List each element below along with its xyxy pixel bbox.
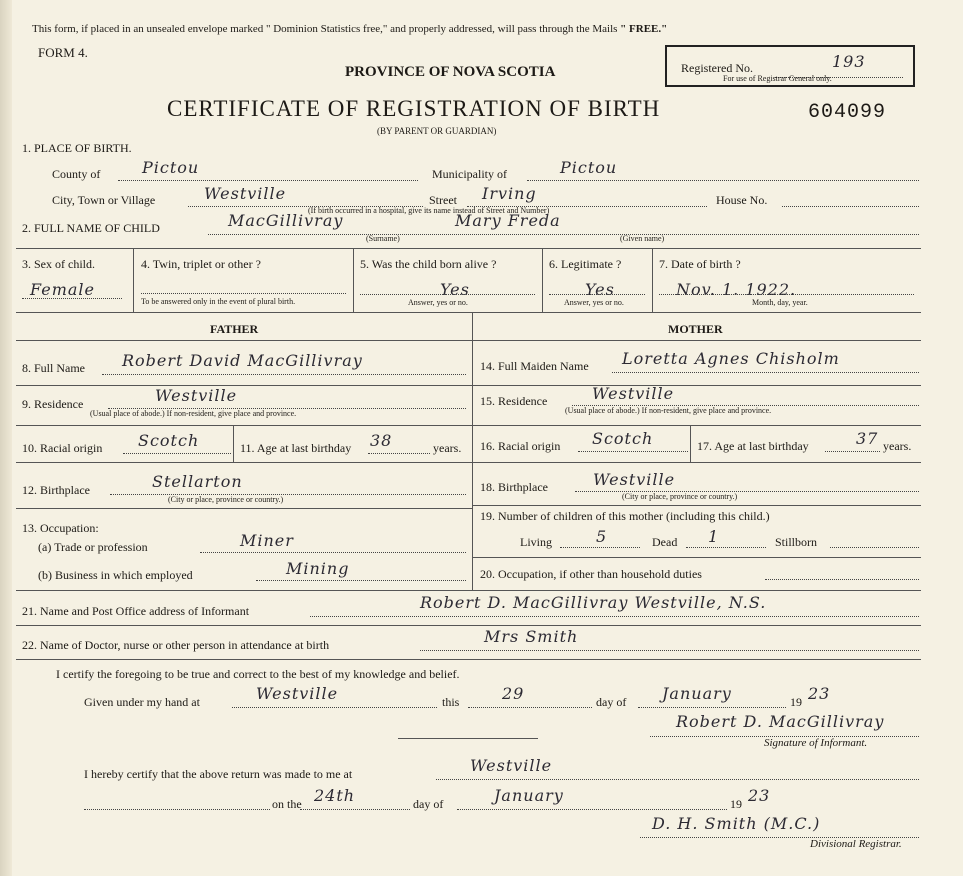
col-divider-4	[652, 248, 653, 312]
father-residence-note: (Usual place of abode.) If non-resident, give place and province.	[90, 409, 297, 418]
return-day-of-label: day of	[413, 797, 444, 811]
given-under-label: Given under my hand at	[84, 695, 200, 709]
year-value: 23	[808, 684, 831, 703]
mother-name-value: Loretta Agnes Chisholm	[622, 349, 840, 368]
father-name-label: 8. Full Name	[22, 361, 85, 375]
mother-residence-label: 15. Residence	[480, 394, 548, 408]
dob-label: 7. Date of birth ?	[659, 257, 741, 271]
doctor-label: 22. Name of Doctor, nurse or other person in attendance at birth	[22, 638, 330, 652]
sex-label: 3. Sex of child.	[22, 257, 95, 271]
this-label: this	[442, 695, 460, 709]
street-label: Street	[429, 193, 457, 207]
living-label: Living	[520, 535, 552, 549]
father-rule-4	[16, 508, 472, 509]
given-place-value: Westville	[256, 684, 339, 703]
father-racial-divider	[233, 425, 234, 462]
given-place-line	[232, 707, 437, 708]
living-value: 5	[596, 527, 608, 546]
dob-note: Month, day, year.	[752, 298, 808, 307]
father-rule-1	[16, 385, 472, 386]
father-rule-2	[16, 425, 472, 426]
registrar-label: Divisional Registrar.	[810, 838, 902, 850]
father-age-value: 38	[370, 431, 393, 450]
col-divider-1	[133, 248, 134, 312]
mother-rule-3	[472, 462, 921, 463]
parents-heading-rule	[16, 340, 921, 341]
mother-age-line	[825, 451, 880, 452]
city-label: City, Town or Village	[52, 193, 156, 207]
legitimate-note: Answer, yes or no.	[564, 298, 624, 307]
stillborn-line	[830, 547, 919, 548]
certificate-subtitle: (BY PARENT OR GUARDIAN)	[377, 126, 497, 136]
mother-occupation-label: 20. Occupation, if other than household duties	[480, 567, 702, 581]
dob-line	[659, 294, 914, 295]
child-name-label: 2. FULL NAME OF CHILD	[22, 221, 160, 235]
informant-value: Robert D. MacGillivray Westville, N.S.	[420, 593, 767, 612]
mother-residence-note: (Usual place of abode.) If non-resident, give place and province.	[565, 406, 772, 415]
father-birthplace-value: Stellarton	[152, 472, 243, 491]
county-line	[118, 180, 418, 181]
father-birthplace-note: (City or place, province or country.)	[168, 495, 284, 504]
legitimate-label: 6. Legitimate ?	[549, 257, 622, 271]
alive-line	[360, 294, 535, 295]
municipality-line	[527, 180, 919, 181]
row-bottom-rule	[16, 312, 921, 313]
father-rule-3	[16, 462, 472, 463]
sex-value: Female	[30, 280, 95, 299]
month-value: January	[662, 684, 732, 703]
mother-birthplace-note: (City or place, province or country.)	[622, 492, 738, 501]
alive-label: 5. Was the child born alive ?	[360, 257, 497, 271]
return-day-line	[300, 809, 410, 810]
stillborn-label: Stillborn	[775, 535, 818, 549]
municipality-value: Pictou	[560, 158, 618, 177]
mother-occupation-line	[765, 579, 919, 580]
living-line	[560, 547, 640, 548]
mother-name-line	[612, 372, 919, 373]
return-year-value: 23	[748, 786, 771, 805]
children-label: 19. Number of children of this mother (including this child.)	[480, 509, 770, 523]
dob-value: Nov. 1. 1922.	[676, 280, 797, 299]
business-value: Mining	[286, 559, 350, 578]
twin-line	[141, 293, 346, 294]
return-place-value: Westville	[470, 756, 553, 775]
doctor-line	[420, 650, 919, 651]
on-the-label: on the	[272, 797, 302, 811]
dead-label: Dead	[652, 535, 678, 549]
place-of-birth-heading: 1. PLACE OF BIRTH.	[22, 141, 132, 155]
father-racial-label: 10. Racial origin	[22, 441, 103, 455]
mother-residence-value: Westville	[592, 384, 675, 403]
county-value: Pictou	[142, 158, 200, 177]
mother-heading: MOTHER	[668, 322, 723, 336]
surname-note: (Surname)	[366, 234, 400, 243]
row-top-rule	[16, 248, 921, 249]
mother-rule-1	[472, 385, 921, 386]
year-prefix: 19	[790, 695, 802, 709]
day-of-label: day of	[596, 695, 627, 709]
day-line	[468, 707, 592, 708]
trade-line	[200, 552, 466, 553]
business-label: (b) Business in which employed	[38, 568, 193, 582]
mail-notice: This form, if placed in an unsealed envelope marked " Dominion Statistics free," and properly addressed, will pass through the Mails " FREE."	[32, 23, 668, 35]
father-age-line	[368, 453, 430, 454]
separator-rule	[398, 738, 538, 739]
mother-birthplace-label: 18. Birthplace	[480, 480, 548, 494]
return-year-prefix: 19	[730, 797, 742, 811]
hospital-note: (If birth occurred in a hospital, give its name instead of Street and Number)	[308, 206, 550, 215]
parents-divider	[472, 312, 473, 590]
mother-racial-value: Scotch	[592, 429, 654, 448]
serial-number: 604099	[808, 101, 887, 124]
registrar-signature: D. H. Smith (M.C.)	[652, 814, 821, 833]
registrar-use-note: For use of Registrar General only.	[723, 74, 832, 83]
registered-label: Registered No.	[681, 61, 753, 75]
doctor-rule	[16, 659, 921, 660]
trade-label: (a) Trade or profession	[38, 540, 148, 554]
mother-age-value: 37	[856, 429, 879, 448]
mother-birthplace-value: Westville	[593, 470, 676, 489]
mother-racial-label: 16. Racial origin	[480, 439, 561, 453]
dead-line	[686, 547, 766, 548]
signature-label: Signature of Informant.	[764, 737, 868, 749]
return-month-value: January	[494, 786, 564, 805]
day-value: 29	[502, 684, 525, 703]
month-line	[638, 707, 786, 708]
return-day-value: 24th	[314, 786, 356, 805]
certify-statement: I certify the foregoing to be true and correct to the best of my knowledge and belief.	[56, 667, 460, 681]
father-heading: FATHER	[210, 322, 259, 336]
county-label: County of	[52, 167, 101, 181]
mother-name-label: 14. Full Maiden Name	[480, 359, 589, 373]
legitimate-line	[549, 294, 645, 295]
parents-bottom-rule	[16, 590, 921, 591]
mother-racial-divider	[690, 425, 691, 462]
house-line	[782, 206, 919, 207]
alive-note: Answer, yes or no.	[408, 298, 468, 307]
mother-rule-4	[472, 505, 921, 506]
father-birthplace-line	[110, 494, 466, 495]
mother-racial-line	[578, 451, 688, 452]
father-age-label: 11. Age at last birthday	[240, 441, 352, 455]
dead-value: 1	[708, 527, 720, 546]
house-label: House No.	[716, 193, 768, 207]
business-line	[256, 580, 466, 581]
street-value: Irving	[482, 184, 537, 203]
father-racial-value: Scotch	[138, 431, 200, 450]
informant-label: 21. Name and Post Office address of Informant	[22, 604, 250, 618]
doctor-value: Mrs Smith	[484, 627, 579, 646]
registered-value: 193	[832, 52, 866, 71]
father-racial-line	[123, 453, 231, 454]
father-name-value: Robert David MacGillivray	[122, 351, 363, 370]
col-divider-3	[542, 248, 543, 312]
occupation-label: 13. Occupation:	[22, 521, 99, 535]
informant-rule	[16, 625, 921, 626]
mother-rule-2	[472, 425, 921, 426]
informant-signature: Robert D. MacGillivray	[676, 712, 885, 731]
return-place-line	[436, 779, 919, 780]
child-name-line	[208, 234, 919, 235]
given-note: (Given name)	[620, 234, 665, 243]
col-divider-2	[353, 248, 354, 312]
mother-years: years.	[883, 439, 912, 453]
trade-value: Miner	[240, 531, 294, 550]
mother-rule-5	[472, 557, 921, 558]
municipality-label: Municipality of	[432, 167, 507, 181]
on-the-lead-line	[84, 809, 270, 810]
legitimate-value: Yes	[585, 280, 615, 299]
child-given-value: Mary Freda	[455, 211, 561, 230]
province-heading: PROVINCE OF NOVA SCOTIA	[345, 64, 556, 80]
child-surname-value: MacGillivray	[228, 211, 344, 230]
father-birthplace-label: 12. Birthplace	[22, 483, 90, 497]
registered-box	[665, 45, 915, 87]
alive-value: Yes	[440, 280, 470, 299]
return-month-line	[457, 809, 727, 810]
return-label: I hereby certify that the above return was made to me at	[84, 767, 353, 781]
certificate-title: CERTIFICATE OF REGISTRATION OF BIRTH	[167, 96, 661, 121]
informant-line	[310, 616, 919, 617]
sex-line	[22, 298, 122, 299]
father-residence-label: 9. Residence	[22, 397, 84, 411]
form-number: FORM 4.	[38, 45, 88, 60]
paper-edge	[0, 0, 12, 876]
father-residence-value: Westville	[155, 386, 238, 405]
twin-note: To be answered only in the event of plural birth.	[141, 297, 296, 306]
father-name-line	[102, 374, 466, 375]
city-value: Westville	[204, 184, 287, 203]
twin-label: 4. Twin, triplet or other ?	[141, 257, 261, 271]
mother-age-label: 17. Age at last birthday	[697, 439, 809, 453]
father-years: years.	[433, 441, 462, 455]
